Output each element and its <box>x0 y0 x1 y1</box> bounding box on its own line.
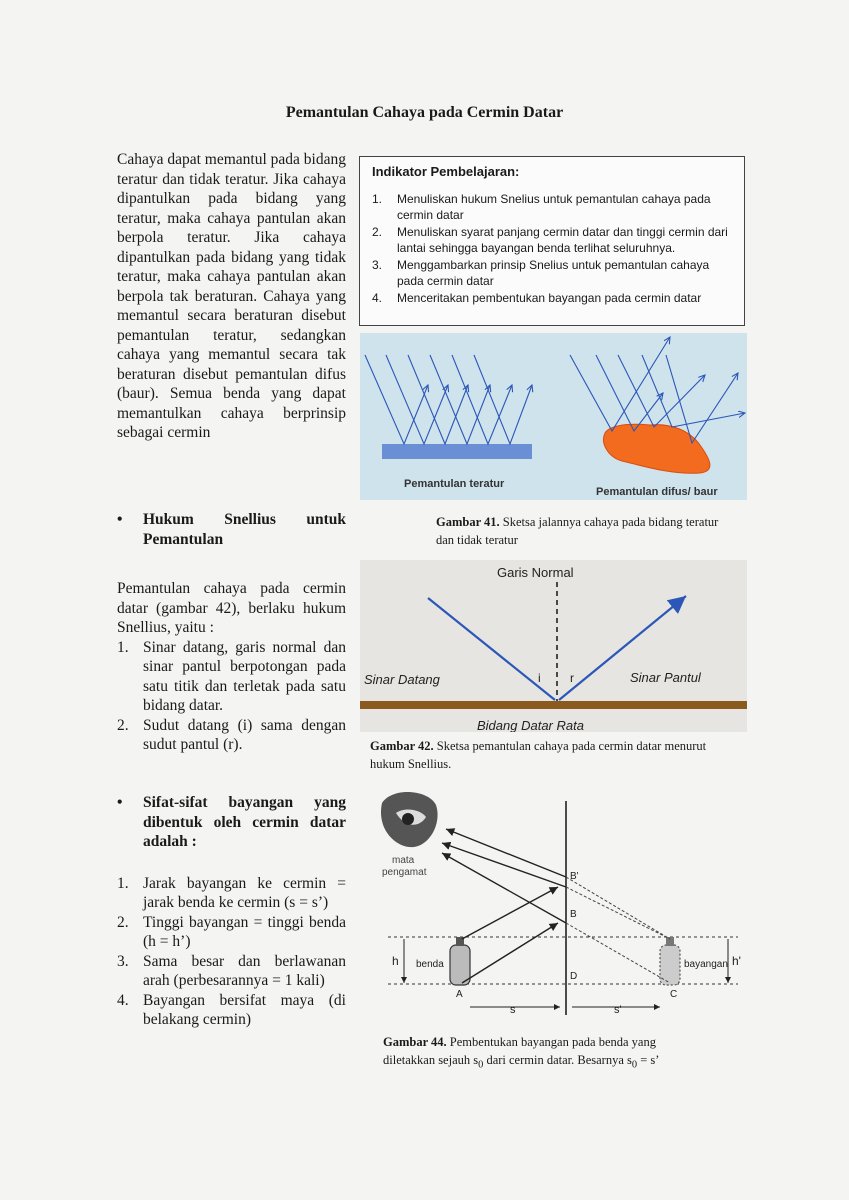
smooth-surface <box>382 444 532 459</box>
sifat-item: 1. Jarak bayangan ke cermin = jarak benda ke cermin (s = s’) <box>117 874 346 911</box>
figure44-image-formation-diagram <box>370 783 748 1023</box>
sifat-item: 4. Bayangan bersifat maya (di belakang cermin) <box>117 991 346 1028</box>
normal-label: Garis Normal <box>497 565 574 580</box>
label-b-prime: B' <box>570 871 579 882</box>
indikator-box <box>359 156 745 326</box>
hukum-section <box>117 510 346 755</box>
sifat-item: 2. Tinggi bayangan = tinggi benda (h = h’) <box>117 913 346 950</box>
label-s: s <box>510 1004 516 1016</box>
sifat-section <box>117 793 346 1030</box>
intro-paragraph: Cahaya dapat memantul pada bidang teratur dan tidak teratur. Jika cahaya dipantulkan pada bidang yang teratur, maka cahaya pantulan akan berpola teratur. Jika cahaya dipantulkan pada bidang yang tidak teratur, maka cahaya pantulan akan berpola tak beraturan. Cahaya yang memantul secara beraturan disebut pemantulan teratur, sedangkan cahaya yang memantul secara tak beraturan disebut pemantulan difus (baur). Semua benda yang dapat memantulkan cahaya berprinsip sebagai cermin <box>117 151 346 441</box>
reflected-label: Sinar Pantul <box>630 670 701 685</box>
incident-label: Sinar Datang <box>364 672 440 687</box>
label-a: A <box>456 989 463 1000</box>
label-bayangan: bayangan <box>684 959 728 970</box>
label-benda: benda <box>416 959 444 970</box>
indikator-item: 2. Menuliskan syarat panjang cermin datar dan tinggi cermin dari lantai sehingga bayangan benda terlihat seluruhnya. <box>372 225 728 255</box>
indikator-item: 4. Menceritakan pembentukan bayangan pada cermin datar <box>372 291 702 305</box>
indikator-item: 1. Menuliskan hukum Snelius untuk pemantulan cahaya pada cermin datar <box>372 192 711 222</box>
indikator-heading: Indikator Pembelajaran: <box>372 164 520 179</box>
figure41-label-left: Pemantulan teratur <box>404 478 505 490</box>
hukum-item: 2. Sudut datang (i) sama dengan sudut pantul (r). <box>117 716 346 753</box>
figure41-label-right: Pemantulan difus/ baur <box>596 486 718 498</box>
eye-icon <box>381 792 438 847</box>
label-b: B <box>570 909 577 920</box>
hukum-intro: Pemantulan cahaya pada cermin datar (gambar 42), berlaku hukum Snellius, yaitu : <box>117 580 346 636</box>
label-h: h <box>392 954 399 968</box>
eye-label-1: mata <box>392 855 415 866</box>
figure41-caption: Gambar 41. Sketsa jalannya cahaya pada bidang teratur dan tidak teratur <box>436 515 719 547</box>
sifat-heading: • Sifat-sifat bayangan yang dibentuk oleh cermin datar adalah : <box>117 794 346 850</box>
hukum-item: 1. Sinar datang, garis normal dan sinar pantul berpotongan pada satu titik dan terletak pada satu bidang datar. <box>117 638 346 714</box>
page-title: Pemantulan Cahaya pada Cermin Datar <box>285 104 564 121</box>
figure44-caption: Gambar 44. Pembentukan bayangan pada benda yang diletakkan sejauh $s_0$ dari cermin datar. Besarnya $s_0 = s$’ <box>383 1035 660 1071</box>
object-benda <box>450 937 470 985</box>
figure42-caption: Gambar 42. Sketsa pemantulan cahaya pada cermin datar menurut hukum Snellius. <box>370 739 707 771</box>
figure42-snellius-diagram <box>360 560 747 732</box>
label-s-prime: s' <box>614 1004 622 1016</box>
label-d: D <box>570 971 578 982</box>
figure41-background <box>360 333 747 500</box>
label-h-prime: h' <box>732 954 741 968</box>
figure41-reflection-diagram <box>360 333 747 500</box>
image-bayangan <box>660 937 680 985</box>
flat-surface <box>360 701 747 709</box>
eye-label-2: pengamat <box>382 867 427 878</box>
hukum-heading: • Hukum Snellius untuk Pemantulan <box>117 511 346 548</box>
surface-label: Bidang Datar Rata <box>477 718 584 732</box>
label-c: C <box>670 989 678 1000</box>
angle-r-label: r <box>570 671 574 685</box>
indikator-item: 3. Menggambarkan prinsip Snelius untuk pemantulan cahaya pada cermin datar <box>372 258 710 288</box>
angle-i-label: i <box>538 671 541 685</box>
sifat-item: 3. Sama besar dan berlawanan arah (perbesarannya = 1 kali) <box>117 952 346 989</box>
